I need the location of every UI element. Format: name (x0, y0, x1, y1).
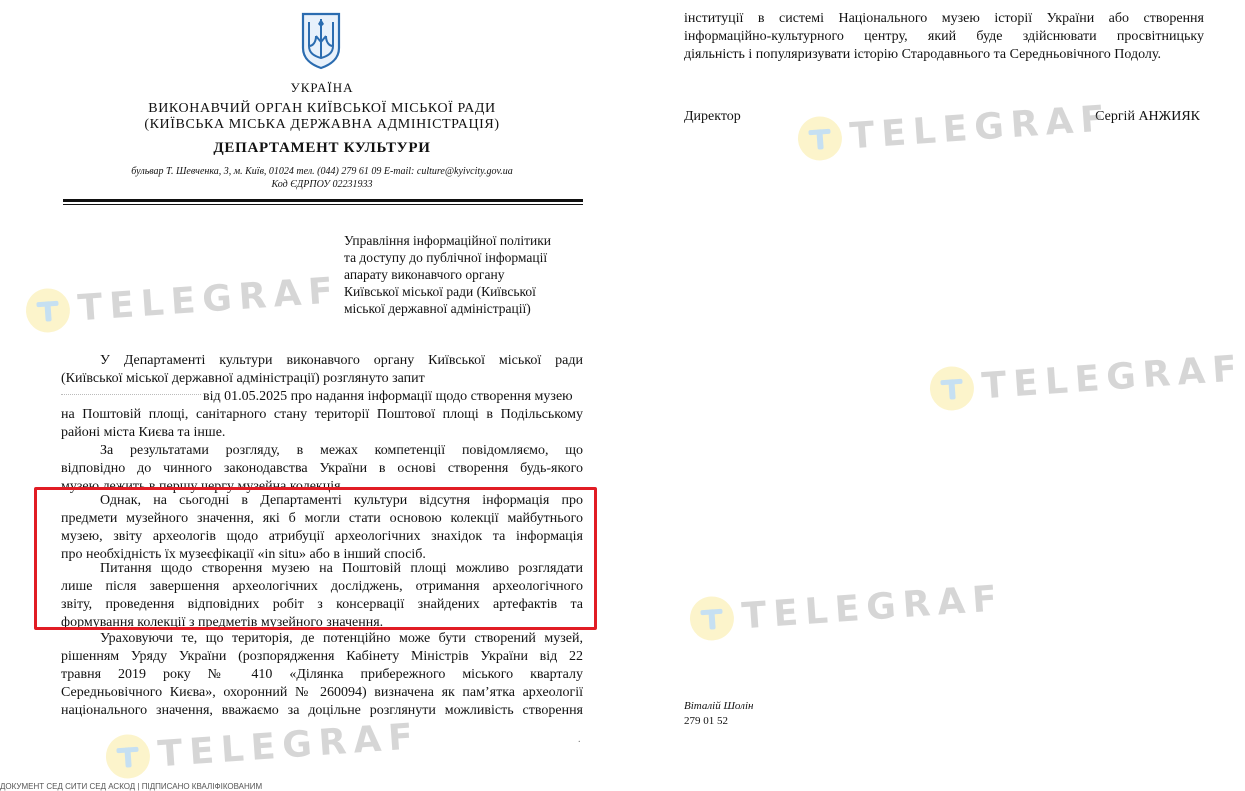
paragraph-line: відповідно до чинного законодавства України в основі створення будь-якого (61, 461, 583, 476)
paragraph-line: про необхідність їх музеєфікації «in situ» або в інший спосіб. (61, 547, 426, 562)
paragraph-line: музею лежить в першу чергу музейна колекція. (61, 479, 345, 494)
watermark-text: TELEGRAF (740, 577, 1006, 637)
ukraine-coat-of-arms-icon (300, 12, 342, 70)
letterhead-edrpou-code: Код ЄДРПОУ 02231933 (271, 179, 373, 190)
page-mark: . (578, 734, 581, 745)
paragraph-line: За результатами розгляду, в межах компетенції повідомляємо, що (100, 443, 583, 458)
watermark-text: TELEGRAF (156, 715, 422, 775)
paragraph-line: предмети музейного значення, які б могли стати основою колекції майбутнього (61, 511, 583, 526)
paragraph-heritage-status (61, 630, 583, 720)
paragraph-line: Ураховуючи те, що територія, де потенційно може бути створений музей, (100, 631, 583, 646)
addressee-line: та доступу до публічної інформації (344, 250, 548, 265)
red-highlight-frame (34, 487, 597, 630)
watermark-text: TELEGRAF (848, 97, 1114, 157)
paragraph-line: У Департаменті культури виконавчого органу Київської міської ради (100, 353, 583, 368)
executor-phone: 279 01 52 (684, 715, 728, 727)
addressee-line: Київської міської ради (Київської (344, 284, 536, 299)
paragraph-line: музею, звіту археологів щодо атрибуції археологічних знахідок та інформація (61, 529, 583, 544)
paragraph-line: національного значення, вважаємо за доцільне розглянути можливість створення (61, 703, 583, 718)
letterhead-divider-thin (63, 204, 583, 205)
watermark-text: TELEGRAF (76, 269, 342, 329)
paragraph-line: рішенням Уряду України (розпорядження Кабінету Міністрів України від 22 (61, 649, 583, 664)
paragraph-line: лише після завершення археологічних досліджень, отримання археологічного (61, 579, 583, 594)
paragraph-line: інформаційно-культурного центру, який буде здійснювати просвітницьку (684, 29, 1204, 44)
letterhead-organization-line-1: ВИКОНАВЧИЙ ОРГАН КИЇВСЬКОЇ МІСЬКОЇ РАДИ (148, 101, 496, 116)
redacted-area (61, 387, 201, 401)
letterhead-divider-thick (63, 199, 583, 202)
paragraph-line: Питання щодо створення музею на Поштовій площі можливо розглядати (100, 561, 583, 576)
paragraph-line: (Київської міської державної адміністрації) розглянуто запит (61, 371, 425, 386)
electronic-signature-stamp-tail (466, 783, 556, 791)
watermark-text: TELEGRAF (980, 347, 1245, 407)
document-page-2 (640, 0, 1214, 791)
paragraph-line: від 01.05.2025 про надання інформації щодо створення музею (203, 389, 573, 404)
electronic-signature-stamp: ДОКУМЕНТ СЕД СИТИ СЕД АСКОД | ПІДПИСАНО КВАЛІФІКОВАНИМ (0, 782, 263, 791)
letterhead-contact: бульвар Т. Шевченка, 3, м. Київ, 01024 тел. (044) 279 61 09 E-mail: culture@kyivcity.gov.ua (131, 166, 513, 177)
paragraph-line: звіту, проведення відповідних робіт з консервації знайдених артефактів та (61, 597, 583, 612)
paragraph-continuation (684, 10, 1204, 64)
executor-name: Віталій Шолін (684, 700, 754, 712)
addressee-line: Управління інформаційної політики (344, 233, 552, 248)
paragraph-line: інституції в системі Національного музею історії України або створення (684, 11, 1204, 26)
paragraph-line: районі міста Києва та інше. (61, 425, 226, 440)
paragraph-line: Однак, на сьогодні в Департаменті культури відсутня інформація про (100, 493, 583, 508)
paragraph-line: на Поштовій площі, санітарного стану території Поштової площі в Подільському (61, 407, 583, 422)
addressee-line: апарату виконавчого органу (344, 267, 505, 282)
signature-name: Сергій АНЖИЯК (1095, 109, 1200, 124)
paragraph-line: діяльність і популяризувати історію Стародавнього та Середньовічного Подолу. (684, 47, 1161, 62)
paragraph-line: формування колекції з предметів музейного значення. (61, 615, 384, 630)
letterhead-organization-line-2: (КИЇВСЬКА МІСЬКА ДЕРЖАВНА АДМІНІСТРАЦІЯ) (144, 117, 500, 132)
addressee-line: міської державної адміністрації) (344, 301, 531, 316)
paragraph-line: травня 2019 року № 410 «Ділянка прибережного міського кварталу (61, 667, 583, 682)
signature-title: Директор (684, 109, 741, 124)
letterhead-country: УКРАЇНА (290, 80, 354, 95)
letterhead-department: ДЕПАРТАМЕНТ КУЛЬТУРИ (213, 140, 431, 156)
addressee-block (344, 232, 589, 317)
paragraph-line: Середньовічного Києва», охоронний № 260094) визначена як пам’ятка археології (61, 685, 583, 700)
